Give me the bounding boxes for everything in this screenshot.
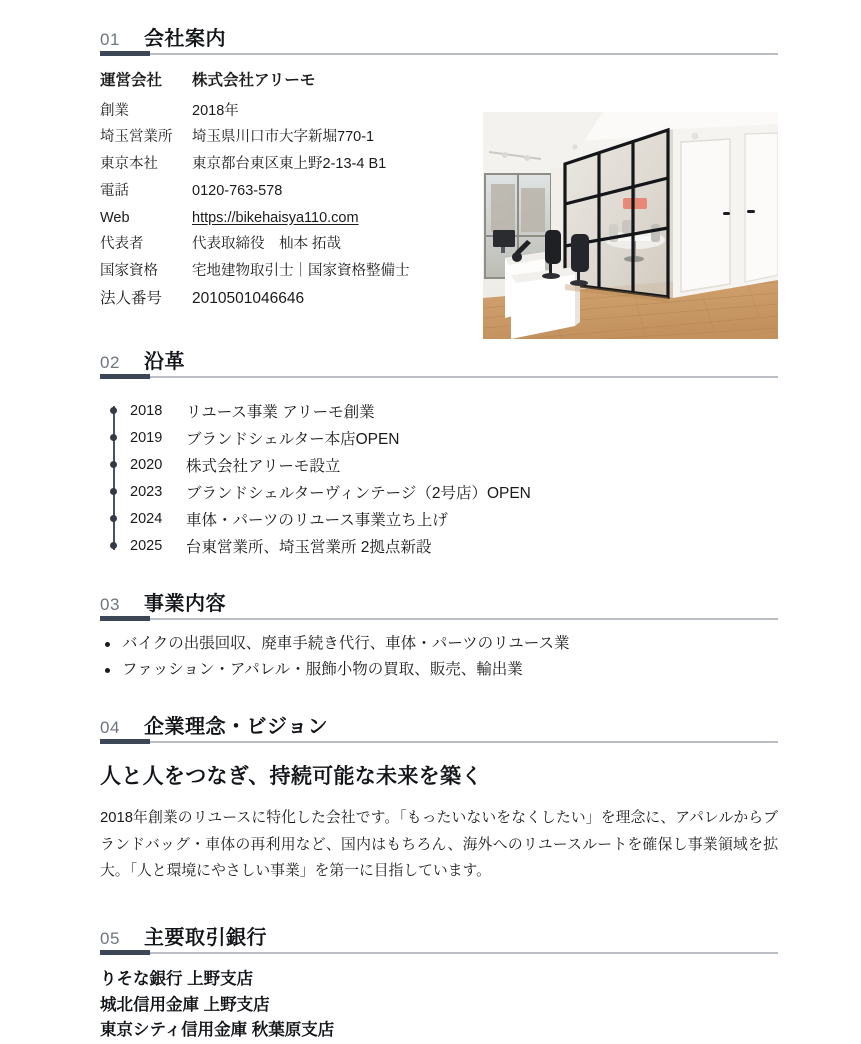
section-heading [0,345,861,374]
section-divider [100,51,778,56]
timeline-year: 2020 [130,456,163,473]
vision-body-text: 2018年創業のリユースに特化した会社です。「もったいないをなくしたい」を理念に、アパレルからブランドバッグ・車体の再利用など、国内はもちろん、海外へのリユースルートを確保し事業領域を拡大。「人と環境にやさしい事業」を第一に目指しています。 [100,810,778,879]
section-divider [100,374,778,379]
table-row [100,263,490,290]
list-item: 東京シティ信用金庫 秋葉原支店 [100,1021,335,1040]
info-label: 電話 [100,182,129,199]
info-label: Web [100,209,130,226]
section-title: 会社案内 [144,28,226,50]
info-value: 0120-763-578 [192,182,283,199]
table-row [100,156,490,183]
section-number: 03 [100,595,120,615]
divider-accent [100,950,150,955]
history-timeline [0,397,861,559]
section-spacer [0,899,861,921]
timeline-event: ブランドシェルターヴィンテージ（2号店）OPEN [186,484,531,502]
timeline-event: 台東営業所、埼玉営業所 2拠点新設 [186,538,432,556]
info-value [192,210,490,237]
info-value: 埼玉県川口市大字新堀770-1 [192,129,375,146]
divider-accent [100,739,150,744]
list-item [100,451,861,478]
vision-headline: 人と人をつなぎ、持続可能な未来を築く [100,765,483,789]
list-item: 城北信用金庫 上野支店 [100,995,270,1014]
info-label: 法人番号 [100,289,163,307]
top-spacer [0,0,861,22]
section-title: 主要取引銀行 [144,927,267,950]
list-item: りそな銀行 上野支店 [100,970,254,989]
timeline-year: 2023 [130,483,163,500]
list-item: ファッション・アパレル・服飾小物の買取、販売、輸出業 [122,657,861,683]
section-title: 事業内容 [144,593,226,616]
section-number: 01 [100,30,120,49]
section-number: 02 [100,353,120,373]
divider-line [100,53,778,55]
divider-line [100,618,778,620]
info-value: 2010501046646 [192,289,305,307]
section-title: 企業理念・ビジョン [144,716,329,739]
timeline-event: 車体・パーツのリユース事業立ち上げ [186,511,448,529]
table-row [100,290,490,318]
info-value: 2018年 [192,102,239,119]
list-item [100,397,861,424]
timeline-event: 株式会社アリーモ設立 [186,457,341,475]
section-heading [0,587,861,616]
bank-list [0,967,861,1044]
table-row [100,210,490,237]
divider-accent [100,51,150,56]
section-history [0,345,861,559]
info-label: 東京本社 [100,156,158,173]
vision-block [0,760,861,884]
info-label: 代表者 [100,236,144,253]
list-item [100,532,861,559]
info-label: 国家資格 [100,262,158,279]
section-business [0,587,861,682]
timeline-event: ブランドシェルター本店OPEN [186,430,400,448]
timeline-year: 2025 [130,537,163,554]
info-value: 代表取締役 杣本 拓哉 [192,236,342,253]
timeline-year: 2018 [130,402,163,419]
section-divider [100,739,778,744]
website-link[interactable]: https://bikehaisya110.com [192,209,359,226]
section-vision [0,710,861,884]
timeline-year: 2024 [130,510,163,527]
divider-accent [100,374,150,379]
section-heading [0,710,861,739]
section-divider [100,950,778,955]
table-row [100,129,490,156]
section-number: 04 [100,718,120,738]
section-title: 沿革 [144,351,185,374]
section-heading [0,921,861,950]
timeline-year: 2019 [130,429,163,446]
divider-line [100,952,778,954]
timeline-event: リユース事業 アリーモ創業 [186,403,375,421]
section-spacer [0,559,861,587]
divider-line [100,741,778,743]
table-row [100,103,490,130]
section-spacer [0,682,861,710]
office-photo [483,112,778,339]
divider-line [100,376,778,378]
info-label: 埼玉営業所 [100,129,173,146]
list-item [100,478,861,505]
section-number: 05 [100,929,120,949]
company-info-table [100,72,490,317]
list-item [100,505,861,532]
list-item: バイクの出張回収、廃車手続き代行、車体・パーツのリユース業 [122,631,861,657]
section-heading [0,22,861,51]
list-item [100,424,861,451]
office-photo-illustration [483,112,778,339]
info-value: 宅地建物取引士｜国家資格整備士 [192,262,410,279]
business-list [0,631,861,682]
table-row [100,72,490,103]
section-banks [0,921,861,1044]
info-label: 運営会社 [100,72,163,89]
info-value: 株式会社アリーモ [192,72,316,89]
info-value: 東京都台東区東上野2-13-4 B1 [192,156,387,173]
section-divider [100,616,778,621]
table-row [100,236,490,263]
info-label: 創業 [100,102,129,119]
table-row [100,183,490,210]
divider-accent [100,616,150,621]
section-company-info [0,22,861,317]
